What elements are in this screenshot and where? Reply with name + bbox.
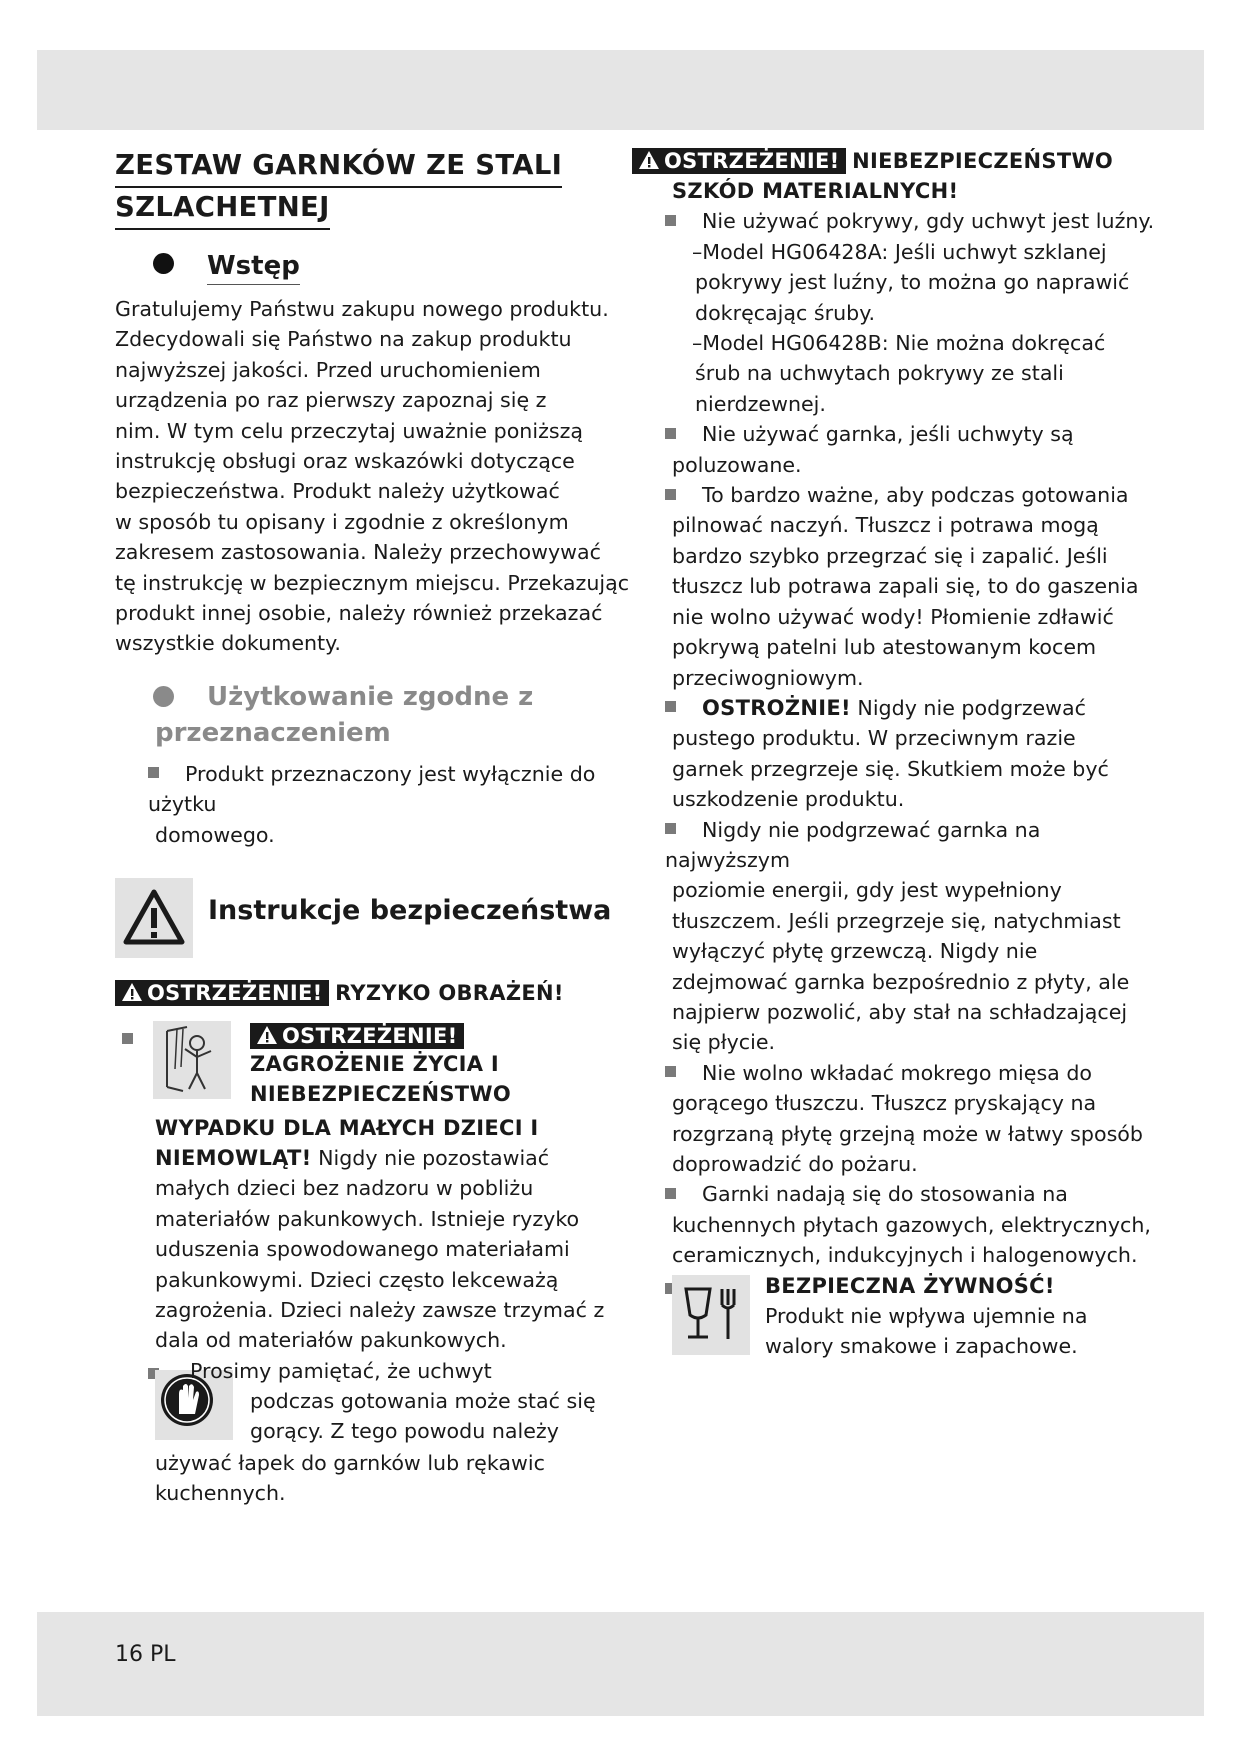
child-warning-block: OSTRZEŻENIE! ZAGROŻENIE ŻYCIA I NIEBEZPIECZEŃSTWO: [115, 1021, 650, 1113]
list-item: To bardzo ważne, aby podczas gotowania pilnować naczyń. Tłuszcz i potrawa mogą bardzo szybko przegrzać się i zapalić. Jeśli tłuszcz lub potrawa zapali się, to do gaszenia nie wolno używać wody! Płomienie zdławić pokrywą patelni lub atestowanym kocem przeciwogniowym.: [632, 480, 1162, 693]
warning-triangle-icon: [115, 878, 193, 958]
warning-badge: OSTRZEŻENIE!: [250, 1023, 464, 1049]
safety-heading: Instrukcje bezpieczeństwa: [115, 878, 650, 958]
list-item: Nigdy nie podgrzewać garnka na najwyższym poziomie energii, gdy jest wypełniony tłuszczem. Jeśli przegrzeje się, natychmiast wyłączyć płytę grzewczą. Nigdy nie zdejmować garnka bezpośrednio z płyty, ale najpierw pozwolić, aby stał na schładzającej się płycie.: [665, 817, 1130, 1055]
square-bullet-icon: [665, 428, 676, 439]
warning-triangle-icon: [256, 1025, 278, 1045]
food-safe-icon: [672, 1275, 750, 1355]
document-title: [115, 146, 650, 230]
warning-badge: OSTRZEŻENIE!: [115, 980, 329, 1006]
intro-heading: Wstęp: [115, 246, 650, 288]
intro-paragraph: Gratulujemy Państwu zakupu nowego produktu. Zdecydowali się Państwo na zakup produktu najwyższej jakości. Przed uruchomieniem urządzenia po raz pierwszy zapoznaj się z nim. W tym celu przeczytaj uważnie poniższą instrukcję obsługi oraz wskazówki dotyczące bezpieczeństwa. Produkt należy użytkować w sposób tu opisany i zgodnie z określonym zakresem zastosowania. Należy przechowywać tę instrukcję w bezpiecznym miejscu. Przekazując produkt innej osobie, należy również przekazać wszystkie dokumenty.: [115, 297, 630, 656]
list-item: Nie używać pokrywy, gdy uchwyt jest luźny. –Model HG06428A: Jeśli uchwyt szklanej pokrywy jest luźny, to można go naprawić dokręcając śruby. –Model HG06428B: Nie można dokręcać śrub na uchwytach pokrywy ze stali nierdzewnej.: [632, 206, 1162, 419]
square-bullet-icon: [148, 767, 159, 778]
food-safe-block: BEZPIECZNA ŻYWNOŚĆ! Produkt nie wpływa ujemnie na walory smakowe i zapachowe.: [632, 1271, 1162, 1363]
child-warning-text: WYPADKU DLA MAŁYCH DZIECI I NIEMOWLĄT! Nigdy nie pozostawiać małych dzieci bez nadzoru w pobliżu materiałów pakunkowych. Istnieje ryzyko uduszenia spowodowanego materiałami pakunkowymi. Dzieci często lekceważą zagrożenia. Dzieci należy zawsze trzymać z dala od materiałów pakunkowych.: [155, 1115, 605, 1353]
title-line-1: ZESTAW GARNKÓW ZE STALI: [115, 146, 562, 188]
left-column: [115, 146, 650, 1509]
warning-triangle-icon: [121, 982, 143, 1002]
title-line-2: SZLACHETNEJ: [115, 188, 330, 230]
list-item: Garnki nadają się do stosowania na kuchennych płytach gazowych, elektrycznych, ceramicznych, indukcyjnych i halogenowych.: [632, 1179, 1162, 1270]
square-bullet-icon: [665, 215, 676, 226]
square-bullet-icon: [665, 1188, 676, 1199]
glove-warning-text: używać łapek do garnków lub rękawic kuchennych.: [155, 1450, 545, 1506]
bullet-dot-icon: [153, 253, 174, 274]
square-bullet-icon: [665, 489, 676, 500]
square-bullet-icon: [122, 1033, 133, 1044]
child-packaging-icon: [153, 1021, 231, 1099]
intended-use-heading: Użytkowanie zgodne z przeznaczeniem: [155, 681, 534, 748]
square-bullet-icon: [665, 1066, 676, 1077]
bullet-dot-icon: [153, 686, 174, 707]
right-column: OSTRZEŻENIE! NIEBEZPIECZEŃSTWO SZKÓD MATERIALNYCH! Nie używać pokrywy, gdy uchwyt jest luźny. –Model HG06428A: Jeśli uchwyt szklanej pokrywy jest luźny, to można go naprawić dokręcając śruby. –Model HG06428B: Nie można dokręcać śrub na uchwytach pokrywy ze stali nierdzewnej. Nie używać garnka, jeśli uchwyty są poluzowane. To bardzo ważne, aby podczas gotowania pilnować naczyń. Tłuszcz i potrawa mogą bardzo szybko przegrzać się i zapalić. Jeśli tłuszcz lub potrawa zapali się, to do gaszenia nie wolno używać wody! Płomienie zdławić pokrywą patelni lub atestowanym kocem przeciwogniowym. OSTROŻNIE! Nigdy nie podgrzewać pustego produktu. W przeciwnym razie garnek przegrzeje się. Skutkiem może być uszkodzenie produktu. Nigdy nie podgrzewać garnka na najwyższym poziomie energii, gdy jest wypełniony tłuszczem. Jeśli przegrzeje się, natychmiast wyłączyć płytę grzewczą. Nigdy nie zdejmować garnka bezpośrednio z płyty, ale najpierw pozwolić, aby stał na schładzającej się płycie. Nie wolno wkładać mokrego mięsa do gorącego tłuszczu. Tłuszcz pryskający na rozgrzaną płytę grzejną może w łatwy sposób doprowadzić do pożaru. Garnki nadają się do stosowania na kuchennych płytach gazowych, elektrycznych, ceramicznych, indukcyjnych i halogenowych. BEZPIECZNA ŻYWNOŚĆ! Produkt nie wpływa ujemnie na walory smakowe i zapachowe.: [632, 146, 1162, 1363]
header-band: [37, 50, 1204, 130]
intended-use-item: Produkt przeznaczony jest wyłącznie do użytku domowego.: [148, 761, 596, 847]
material-warning-heading: OSTRZEŻENIE! NIEBEZPIECZEŃSTWO: [632, 146, 1162, 176]
page-number: 16 PL: [115, 1642, 176, 1667]
square-bullet-icon: [665, 823, 676, 834]
warning-triangle-icon: [638, 150, 660, 170]
glove-warning-block: Prosimy pamiętać, że uchwyt podczas gotowania może stać się gorący. Z tego powodu należy: [115, 1356, 650, 1448]
warning-badge: OSTRZEŻENIE!: [632, 148, 846, 174]
square-bullet-icon: [665, 701, 676, 712]
injury-warning: OSTRZEŻENIE! RYZYKO OBRAŻEŃ!: [115, 978, 650, 1008]
list-item: OSTROŻNIE! Nigdy nie podgrzewać pustego produktu. W przeciwnym razie garnek przegrzeje się. Skutkiem może być uszkodzenie produktu.: [632, 693, 1162, 815]
list-item: Nie wolno wkładać mokrego mięsa do gorącego tłuszczu. Tłuszcz pryskający na rozgrzaną płytę grzejną może w łatwy sposób doprowadzić do pożaru.: [632, 1058, 1162, 1180]
footer-band: [37, 1612, 1204, 1716]
list-item: Nie używać garnka, jeśli uchwyty są poluzowane.: [632, 419, 1162, 480]
